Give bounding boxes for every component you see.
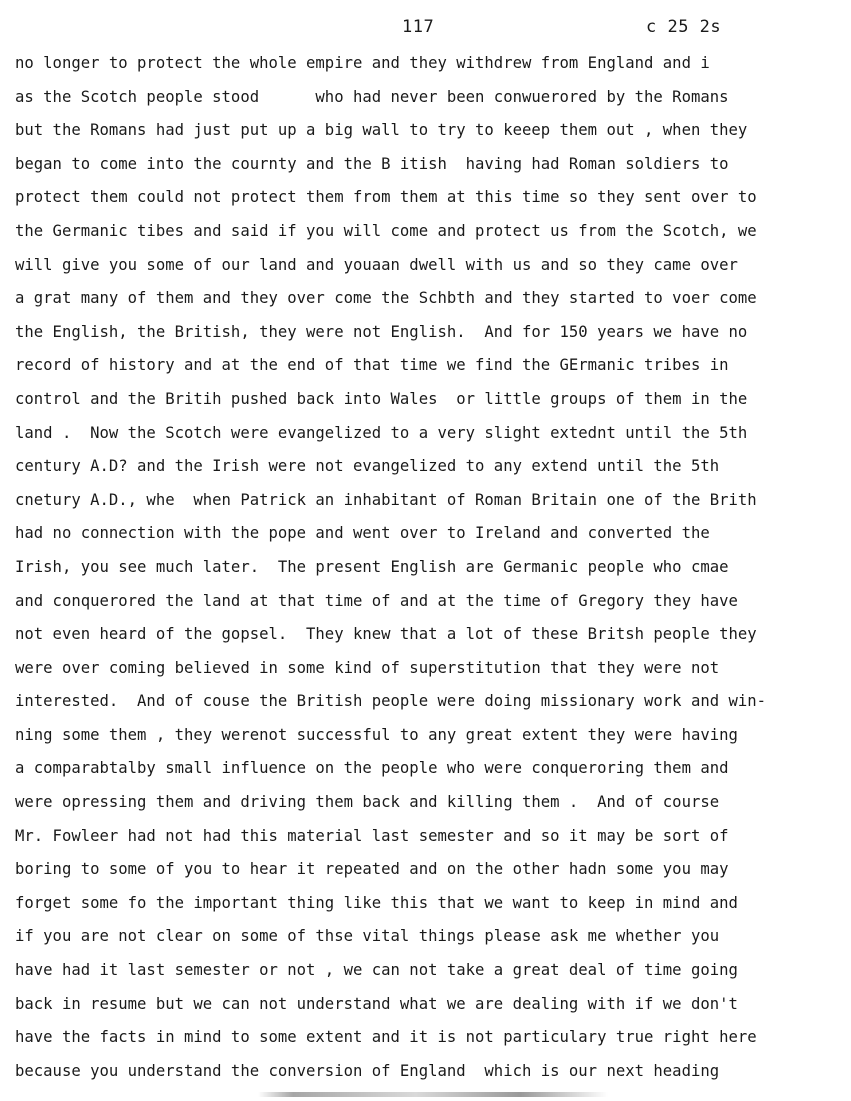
text-line: record of history and at the end of that time we find the GErmanic tribes in (15, 356, 729, 375)
text-line: boring to some of you to hear it repeated and on the other hadn some you may (15, 860, 729, 879)
text-line: protect them could not protect them from them at this time so they sent over to (15, 188, 757, 207)
text-line: cnetury A.D., whe when Patrick an inhabitant of Roman Britain one of the Brith (15, 490, 757, 509)
text-line: have had it last semester or not , we can not take a great deal of time going (15, 961, 738, 980)
text-line: the Germanic tibes and said if you will come and protect us from the Scotch, we (15, 221, 757, 240)
text-line: century A.D? and the Irish were not evangelized to any extend until the 5th (15, 457, 720, 476)
text-line: Irish, you see much later. The present English are Germanic people who cmae (15, 557, 729, 576)
text-line: interested. And of couse the British people were doing missionary work and win- (15, 692, 767, 711)
text-line: back in resume but we can not understand what we are dealing with if we don't (15, 994, 738, 1013)
text-line: will give you some of our land and youaan dwell with us and so they came over (15, 255, 738, 274)
text-line: the English, the British, they were not English. And for 150 years we have no (15, 322, 748, 341)
text-line: began to come into the cournty and the B itish having had Roman soldiers to (15, 154, 729, 173)
text-line: no longer to protect the whole empire and they withdrew from England and i (15, 54, 710, 72)
text-line: but the Romans had just put up a big wall to try to keeep them out , when they (15, 121, 748, 140)
text-line: a comparabtalby small influence on the people who were conqueroring them and (15, 759, 729, 778)
page-code: c 25 2s (646, 17, 722, 37)
text-line: a grat many of them and they over come the Schbth and they started to voer come (15, 289, 757, 308)
typed-transcript-body (15, 49, 835, 1090)
text-line: not even heard of the gopsel. They knew that a lot of these Britsh people they (15, 625, 757, 644)
text-line: were over coming believed in some kind of superstitution that they were not (15, 658, 720, 677)
text-line: if you are not clear on some of thse vital things please ask me whether you (15, 927, 720, 946)
text-line: ning some them , they werenot successful to any great extent they were having (15, 725, 738, 744)
text-line: Mr. Fowleer had not had this material last semester and so it may be sort of (15, 826, 729, 845)
text-line: and conquerored the land at that time of and at the time of Gregory they have (15, 591, 738, 610)
scan-smudge (258, 1092, 608, 1097)
text-line: land . Now the Scotch were evangelized to a very slight extednt until the 5th (15, 423, 748, 442)
text-line: have the facts in mind to some extent and it is not particulary true right here (15, 1028, 757, 1047)
text-line: had no connection with the pope and went over to Ireland and converted the (15, 524, 710, 543)
text-line: control and the Britih pushed back into Wales or little groups of them in the (15, 389, 748, 408)
text-line: because you understand the conversion of England which is our next heading (15, 1061, 720, 1080)
text-line: as the Scotch people stood who had never been conwuerored by the Romans (15, 87, 729, 106)
text-line: were opressing them and driving them back and killing them . And of course (15, 793, 720, 812)
page-number: 117 (402, 17, 435, 37)
text-line: forget some fo the important thing like this that we want to keep in mind and (15, 893, 738, 912)
